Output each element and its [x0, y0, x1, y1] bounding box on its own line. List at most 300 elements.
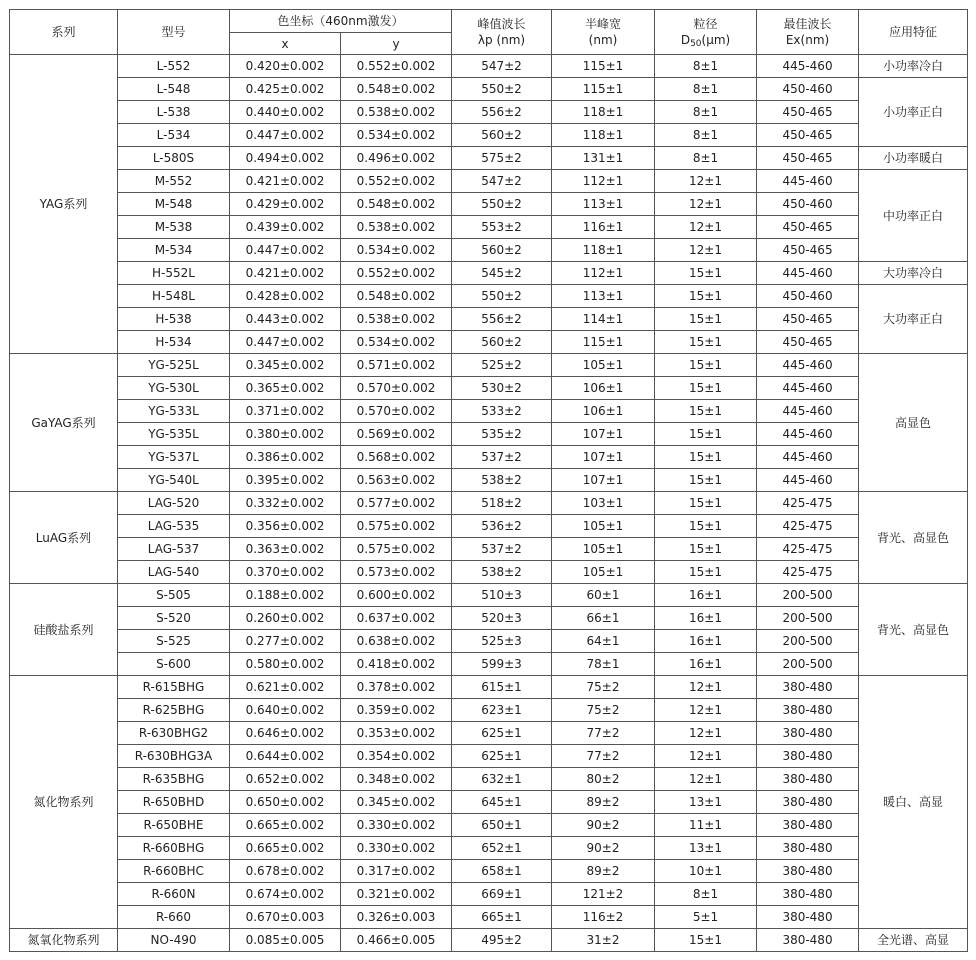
peak-wavelength-cell: 520±3	[452, 607, 552, 630]
application-cell: 背光、高显色	[859, 584, 968, 676]
peak-wavelength-cell: 553±2	[452, 216, 552, 239]
cie-y-cell: 0.466±0.005	[341, 929, 452, 952]
particle-size-cell: 13±1	[655, 791, 757, 814]
peak-wavelength-cell: 533±2	[452, 400, 552, 423]
header-fwhm: 半峰宽 (nm)	[552, 10, 655, 55]
peak-wavelength-cell: 645±1	[452, 791, 552, 814]
phosphor-spec-table	[9, 9, 968, 952]
cie-y-cell: 0.577±0.002	[341, 492, 452, 515]
excitation-wavelength-cell: 445-460	[757, 423, 859, 446]
application-cell: 大功率冷白	[859, 262, 968, 285]
table-row	[10, 515, 968, 538]
particle-size-cell: 15±1	[655, 929, 757, 952]
particle-size-cell: 12±1	[655, 699, 757, 722]
model-cell: R-630BHG3A	[118, 745, 230, 768]
particle-size-cell: 8±1	[655, 78, 757, 101]
model-cell: R-660BHC	[118, 860, 230, 883]
fwhm-cell: 114±1	[552, 308, 655, 331]
excitation-wavelength-cell: 445-460	[757, 469, 859, 492]
table-body	[10, 55, 968, 952]
fwhm-cell: 90±2	[552, 814, 655, 837]
table-row	[10, 745, 968, 768]
table-row	[10, 377, 968, 400]
excitation-wavelength-cell: 380-480	[757, 676, 859, 699]
fwhm-cell: 80±2	[552, 768, 655, 791]
excitation-wavelength-cell: 450-465	[757, 101, 859, 124]
excitation-wavelength-cell: 425-475	[757, 492, 859, 515]
model-cell: YG-537L	[118, 446, 230, 469]
model-cell: R-625BHG	[118, 699, 230, 722]
excitation-wavelength-cell: 200-500	[757, 607, 859, 630]
excitation-wavelength-cell: 445-460	[757, 354, 859, 377]
peak-wavelength-cell: 560±2	[452, 124, 552, 147]
excitation-wavelength-cell: 200-500	[757, 630, 859, 653]
cie-x-cell: 0.447±0.002	[230, 124, 341, 147]
cie-y-cell: 0.353±0.002	[341, 722, 452, 745]
peak-wavelength-cell: 665±1	[452, 906, 552, 929]
model-cell: R-660	[118, 906, 230, 929]
excitation-wavelength-cell: 200-500	[757, 653, 859, 676]
table-row	[10, 308, 968, 331]
particle-size-cell: 15±1	[655, 538, 757, 561]
fwhm-cell: 106±1	[552, 377, 655, 400]
series-cell: 氮氧化物系列	[10, 929, 118, 952]
table-row	[10, 814, 968, 837]
table-row	[10, 768, 968, 791]
cie-x-cell: 0.085±0.005	[230, 929, 341, 952]
fwhm-cell: 115±1	[552, 331, 655, 354]
cie-y-cell: 0.571±0.002	[341, 354, 452, 377]
header-application: 应用特征	[859, 10, 968, 55]
particle-size-cell: 16±1	[655, 630, 757, 653]
excitation-wavelength-cell: 450-465	[757, 308, 859, 331]
table-row	[10, 791, 968, 814]
peak-wavelength-cell: 650±1	[452, 814, 552, 837]
excitation-wavelength-cell: 450-460	[757, 285, 859, 308]
peak-wavelength-cell: 510±3	[452, 584, 552, 607]
table-row	[10, 492, 968, 515]
excitation-wavelength-cell: 445-460	[757, 446, 859, 469]
excitation-wavelength-cell: 450-460	[757, 193, 859, 216]
model-cell: H-538	[118, 308, 230, 331]
model-cell: M-538	[118, 216, 230, 239]
table-row	[10, 653, 968, 676]
cie-x-cell: 0.386±0.002	[230, 446, 341, 469]
table-row	[10, 331, 968, 354]
cie-y-cell: 0.496±0.002	[341, 147, 452, 170]
fwhm-cell: 77±2	[552, 745, 655, 768]
header-cie-x: x	[230, 33, 341, 55]
cie-y-cell: 0.534±0.002	[341, 124, 452, 147]
particle-size-cell: 15±1	[655, 285, 757, 308]
cie-x-cell: 0.439±0.002	[230, 216, 341, 239]
excitation-wavelength-cell: 380-480	[757, 883, 859, 906]
cie-y-cell: 0.552±0.002	[341, 262, 452, 285]
fwhm-cell: 105±1	[552, 354, 655, 377]
cie-x-cell: 0.363±0.002	[230, 538, 341, 561]
particle-size-cell: 12±1	[655, 676, 757, 699]
fwhm-cell: 107±1	[552, 423, 655, 446]
cie-y-cell: 0.330±0.002	[341, 837, 452, 860]
model-cell: R-615BHG	[118, 676, 230, 699]
particle-size-cell: 13±1	[655, 837, 757, 860]
particle-size-cell: 11±1	[655, 814, 757, 837]
table-row	[10, 170, 968, 193]
peak-wavelength-cell: 615±1	[452, 676, 552, 699]
series-cell: YAG系列	[10, 55, 118, 354]
cie-x-cell: 0.665±0.002	[230, 837, 341, 860]
table-row	[10, 676, 968, 699]
particle-size-cell: 12±1	[655, 216, 757, 239]
fwhm-cell: 118±1	[552, 124, 655, 147]
excitation-wavelength-cell: 380-480	[757, 906, 859, 929]
table-row	[10, 78, 968, 101]
cie-x-cell: 0.421±0.002	[230, 170, 341, 193]
excitation-wavelength-cell: 380-480	[757, 929, 859, 952]
cie-y-cell: 0.568±0.002	[341, 446, 452, 469]
peak-wavelength-cell: 658±1	[452, 860, 552, 883]
header-cie: 色坐标（460nm激发）	[230, 10, 452, 33]
application-cell: 高显色	[859, 354, 968, 492]
table-row	[10, 239, 968, 262]
fwhm-cell: 121±2	[552, 883, 655, 906]
cie-x-cell: 0.443±0.002	[230, 308, 341, 331]
table-row	[10, 837, 968, 860]
model-cell: R-630BHG2	[118, 722, 230, 745]
excitation-wavelength-cell: 425-475	[757, 538, 859, 561]
application-cell: 背光、高显色	[859, 492, 968, 584]
table-row	[10, 124, 968, 147]
fwhm-cell: 118±1	[552, 101, 655, 124]
excitation-wavelength-cell: 445-460	[757, 400, 859, 423]
cie-x-cell: 0.650±0.002	[230, 791, 341, 814]
particle-size-cell: 10±1	[655, 860, 757, 883]
model-cell: S-520	[118, 607, 230, 630]
table-row	[10, 561, 968, 584]
fwhm-cell: 105±1	[552, 561, 655, 584]
cie-x-cell: 0.421±0.002	[230, 262, 341, 285]
table-row	[10, 446, 968, 469]
excitation-wavelength-cell: 380-480	[757, 814, 859, 837]
excitation-wavelength-cell: 380-480	[757, 860, 859, 883]
table-row	[10, 860, 968, 883]
table-row	[10, 469, 968, 492]
fwhm-cell: 116±2	[552, 906, 655, 929]
table-row	[10, 423, 968, 446]
particle-size-cell: 12±1	[655, 745, 757, 768]
model-cell: M-534	[118, 239, 230, 262]
peak-wavelength-cell: 538±2	[452, 469, 552, 492]
cie-y-cell: 0.345±0.002	[341, 791, 452, 814]
peak-wavelength-cell: 669±1	[452, 883, 552, 906]
table-row	[10, 354, 968, 377]
particle-size-cell: 15±1	[655, 423, 757, 446]
cie-x-cell: 0.670±0.003	[230, 906, 341, 929]
cie-x-cell: 0.371±0.002	[230, 400, 341, 423]
peak-wavelength-cell: 632±1	[452, 768, 552, 791]
table-row	[10, 216, 968, 239]
cie-x-cell: 0.665±0.002	[230, 814, 341, 837]
model-cell: YG-525L	[118, 354, 230, 377]
cie-y-cell: 0.534±0.002	[341, 239, 452, 262]
excitation-wavelength-cell: 380-480	[757, 768, 859, 791]
series-cell: 硅酸盐系列	[10, 584, 118, 676]
cie-y-cell: 0.573±0.002	[341, 561, 452, 584]
series-cell: 氮化物系列	[10, 676, 118, 929]
fwhm-cell: 103±1	[552, 492, 655, 515]
table-row	[10, 699, 968, 722]
header-series: 系列	[10, 10, 118, 55]
particle-size-cell: 8±1	[655, 55, 757, 78]
fwhm-cell: 78±1	[552, 653, 655, 676]
excitation-wavelength-cell: 445-460	[757, 262, 859, 285]
cie-y-cell: 0.538±0.002	[341, 101, 452, 124]
table-row	[10, 55, 968, 78]
table-row	[10, 193, 968, 216]
fwhm-cell: 90±2	[552, 837, 655, 860]
table-row	[10, 929, 968, 952]
fwhm-cell: 107±1	[552, 469, 655, 492]
fwhm-cell: 106±1	[552, 400, 655, 423]
peak-wavelength-cell: 535±2	[452, 423, 552, 446]
model-cell: M-552	[118, 170, 230, 193]
cie-x-cell: 0.674±0.002	[230, 883, 341, 906]
excitation-wavelength-cell: 445-460	[757, 55, 859, 78]
model-cell: M-548	[118, 193, 230, 216]
particle-size-cell: 15±1	[655, 400, 757, 423]
excitation-wavelength-cell: 450-465	[757, 147, 859, 170]
particle-size-cell: 16±1	[655, 653, 757, 676]
particle-size-cell: 12±1	[655, 768, 757, 791]
header-cie-y: y	[341, 33, 452, 55]
excitation-wavelength-cell: 425-475	[757, 561, 859, 584]
particle-size-cell: 15±1	[655, 515, 757, 538]
application-cell: 小功率冷白	[859, 55, 968, 78]
cie-y-cell: 0.326±0.003	[341, 906, 452, 929]
cie-x-cell: 0.370±0.002	[230, 561, 341, 584]
cie-y-cell: 0.637±0.002	[341, 607, 452, 630]
model-cell: R-635BHG	[118, 768, 230, 791]
cie-y-cell: 0.548±0.002	[341, 78, 452, 101]
particle-size-cell: 8±1	[655, 101, 757, 124]
cie-y-cell: 0.575±0.002	[341, 538, 452, 561]
peak-wavelength-cell: 550±2	[452, 193, 552, 216]
cie-x-cell: 0.395±0.002	[230, 469, 341, 492]
header-excitation-wavelength: 最佳波长 Ex(nm)	[757, 10, 859, 55]
fwhm-cell: 89±2	[552, 860, 655, 883]
peak-wavelength-cell: 525±3	[452, 630, 552, 653]
model-cell: LAG-535	[118, 515, 230, 538]
table-row	[10, 262, 968, 285]
cie-y-cell: 0.348±0.002	[341, 768, 452, 791]
cie-y-cell: 0.563±0.002	[341, 469, 452, 492]
cie-x-cell: 0.365±0.002	[230, 377, 341, 400]
peak-wavelength-cell: 623±1	[452, 699, 552, 722]
cie-x-cell: 0.447±0.002	[230, 331, 341, 354]
model-cell: NO-490	[118, 929, 230, 952]
model-cell: S-525	[118, 630, 230, 653]
model-cell: LAG-540	[118, 561, 230, 584]
particle-size-cell: 8±1	[655, 124, 757, 147]
excitation-wavelength-cell: 450-465	[757, 239, 859, 262]
excitation-wavelength-cell: 450-460	[757, 78, 859, 101]
particle-size-cell: 5±1	[655, 906, 757, 929]
fwhm-cell: 115±1	[552, 55, 655, 78]
particle-size-cell: 15±1	[655, 331, 757, 354]
peak-wavelength-cell: 625±1	[452, 745, 552, 768]
application-cell: 暖白、高显	[859, 676, 968, 929]
peak-wavelength-cell: 537±2	[452, 446, 552, 469]
particle-size-cell: 15±1	[655, 262, 757, 285]
model-cell: L-534	[118, 124, 230, 147]
peak-wavelength-cell: 625±1	[452, 722, 552, 745]
model-cell: L-538	[118, 101, 230, 124]
cie-y-cell: 0.570±0.002	[341, 400, 452, 423]
model-cell: LAG-520	[118, 492, 230, 515]
cie-y-cell: 0.359±0.002	[341, 699, 452, 722]
peak-wavelength-cell: 530±2	[452, 377, 552, 400]
peak-wavelength-cell: 652±1	[452, 837, 552, 860]
cie-y-cell: 0.548±0.002	[341, 285, 452, 308]
cie-x-cell: 0.440±0.002	[230, 101, 341, 124]
table-row	[10, 584, 968, 607]
excitation-wavelength-cell: 450-465	[757, 331, 859, 354]
particle-size-cell: 15±1	[655, 308, 757, 331]
cie-y-cell: 0.534±0.002	[341, 331, 452, 354]
fwhm-cell: 105±1	[552, 538, 655, 561]
fwhm-cell: 31±2	[552, 929, 655, 952]
peak-wavelength-cell: 560±2	[452, 239, 552, 262]
peak-wavelength-cell: 547±2	[452, 170, 552, 193]
particle-size-cell: 15±1	[655, 469, 757, 492]
table-row	[10, 607, 968, 630]
peak-wavelength-cell: 556±2	[452, 101, 552, 124]
peak-wavelength-cell: 547±2	[452, 55, 552, 78]
cie-y-cell: 0.330±0.002	[341, 814, 452, 837]
table-row	[10, 630, 968, 653]
excitation-wavelength-cell: 200-500	[757, 584, 859, 607]
cie-y-cell: 0.354±0.002	[341, 745, 452, 768]
series-cell: GaYAG系列	[10, 354, 118, 492]
fwhm-cell: 112±1	[552, 262, 655, 285]
cie-y-cell: 0.570±0.002	[341, 377, 452, 400]
table-row	[10, 400, 968, 423]
cie-y-cell: 0.552±0.002	[341, 170, 452, 193]
application-cell: 全光谱、高显	[859, 929, 968, 952]
peak-wavelength-cell: 560±2	[452, 331, 552, 354]
cie-x-cell: 0.580±0.002	[230, 653, 341, 676]
fwhm-cell: 113±1	[552, 193, 655, 216]
excitation-wavelength-cell: 380-480	[757, 791, 859, 814]
fwhm-cell: 75±2	[552, 676, 655, 699]
cie-y-cell: 0.538±0.002	[341, 308, 452, 331]
model-cell: YG-533L	[118, 400, 230, 423]
peak-wavelength-cell: 599±3	[452, 653, 552, 676]
fwhm-cell: 113±1	[552, 285, 655, 308]
cie-y-cell: 0.538±0.002	[341, 216, 452, 239]
cie-x-cell: 0.494±0.002	[230, 147, 341, 170]
table-row	[10, 906, 968, 929]
model-cell: R-660N	[118, 883, 230, 906]
cie-x-cell: 0.621±0.002	[230, 676, 341, 699]
fwhm-cell: 131±1	[552, 147, 655, 170]
peak-wavelength-cell: 545±2	[452, 262, 552, 285]
cie-x-cell: 0.652±0.002	[230, 768, 341, 791]
peak-wavelength-cell: 537±2	[452, 538, 552, 561]
header-peak-wavelength: 峰值波长 λp (nm)	[452, 10, 552, 55]
particle-size-cell: 15±1	[655, 354, 757, 377]
table-row	[10, 101, 968, 124]
particle-size-cell: 15±1	[655, 377, 757, 400]
model-cell: H-548L	[118, 285, 230, 308]
model-cell: L-552	[118, 55, 230, 78]
excitation-wavelength-cell: 450-465	[757, 124, 859, 147]
peak-wavelength-cell: 538±2	[452, 561, 552, 584]
model-cell: R-650BHE	[118, 814, 230, 837]
particle-size-cell: 16±1	[655, 607, 757, 630]
fwhm-cell: 66±1	[552, 607, 655, 630]
header-model: 型号	[118, 10, 230, 55]
application-cell: 小功率正白	[859, 78, 968, 147]
peak-wavelength-cell: 550±2	[452, 78, 552, 101]
cie-x-cell: 0.356±0.002	[230, 515, 341, 538]
cie-y-cell: 0.569±0.002	[341, 423, 452, 446]
cie-y-cell: 0.552±0.002	[341, 55, 452, 78]
application-cell: 中功率正白	[859, 170, 968, 262]
cie-y-cell: 0.575±0.002	[341, 515, 452, 538]
particle-size-cell: 12±1	[655, 722, 757, 745]
fwhm-cell: 118±1	[552, 239, 655, 262]
particle-size-cell: 12±1	[655, 239, 757, 262]
cie-x-cell: 0.644±0.002	[230, 745, 341, 768]
cie-x-cell: 0.428±0.002	[230, 285, 341, 308]
model-cell: S-600	[118, 653, 230, 676]
application-cell: 大功率正白	[859, 285, 968, 354]
model-cell: R-660BHG	[118, 837, 230, 860]
peak-wavelength-cell: 495±2	[452, 929, 552, 952]
cie-y-cell: 0.600±0.002	[341, 584, 452, 607]
particle-size-cell: 12±1	[655, 193, 757, 216]
table-header	[10, 10, 968, 55]
fwhm-cell: 60±1	[552, 584, 655, 607]
application-cell: 小功率暖白	[859, 147, 968, 170]
excitation-wavelength-cell: 445-460	[757, 170, 859, 193]
model-cell: H-552L	[118, 262, 230, 285]
excitation-wavelength-cell: 445-460	[757, 377, 859, 400]
fwhm-cell: 75±2	[552, 699, 655, 722]
fwhm-cell: 115±1	[552, 78, 655, 101]
series-cell: LuAG系列	[10, 492, 118, 584]
cie-x-cell: 0.260±0.002	[230, 607, 341, 630]
fwhm-cell: 105±1	[552, 515, 655, 538]
peak-wavelength-cell: 550±2	[452, 285, 552, 308]
header-particle-size: 粒径 $D_{50}(\mu m)$	[655, 10, 757, 55]
model-cell: S-505	[118, 584, 230, 607]
cie-x-cell: 0.646±0.002	[230, 722, 341, 745]
excitation-wavelength-cell: 380-480	[757, 699, 859, 722]
model-cell: R-650BHD	[118, 791, 230, 814]
particle-size-cell: 15±1	[655, 446, 757, 469]
cie-y-cell: 0.638±0.002	[341, 630, 452, 653]
table-row	[10, 722, 968, 745]
peak-wavelength-cell: 575±2	[452, 147, 552, 170]
fwhm-cell: 89±2	[552, 791, 655, 814]
fwhm-cell: 107±1	[552, 446, 655, 469]
model-cell: L-580S	[118, 147, 230, 170]
peak-wavelength-cell: 525±2	[452, 354, 552, 377]
cie-x-cell: 0.345±0.002	[230, 354, 341, 377]
model-cell: H-534	[118, 331, 230, 354]
